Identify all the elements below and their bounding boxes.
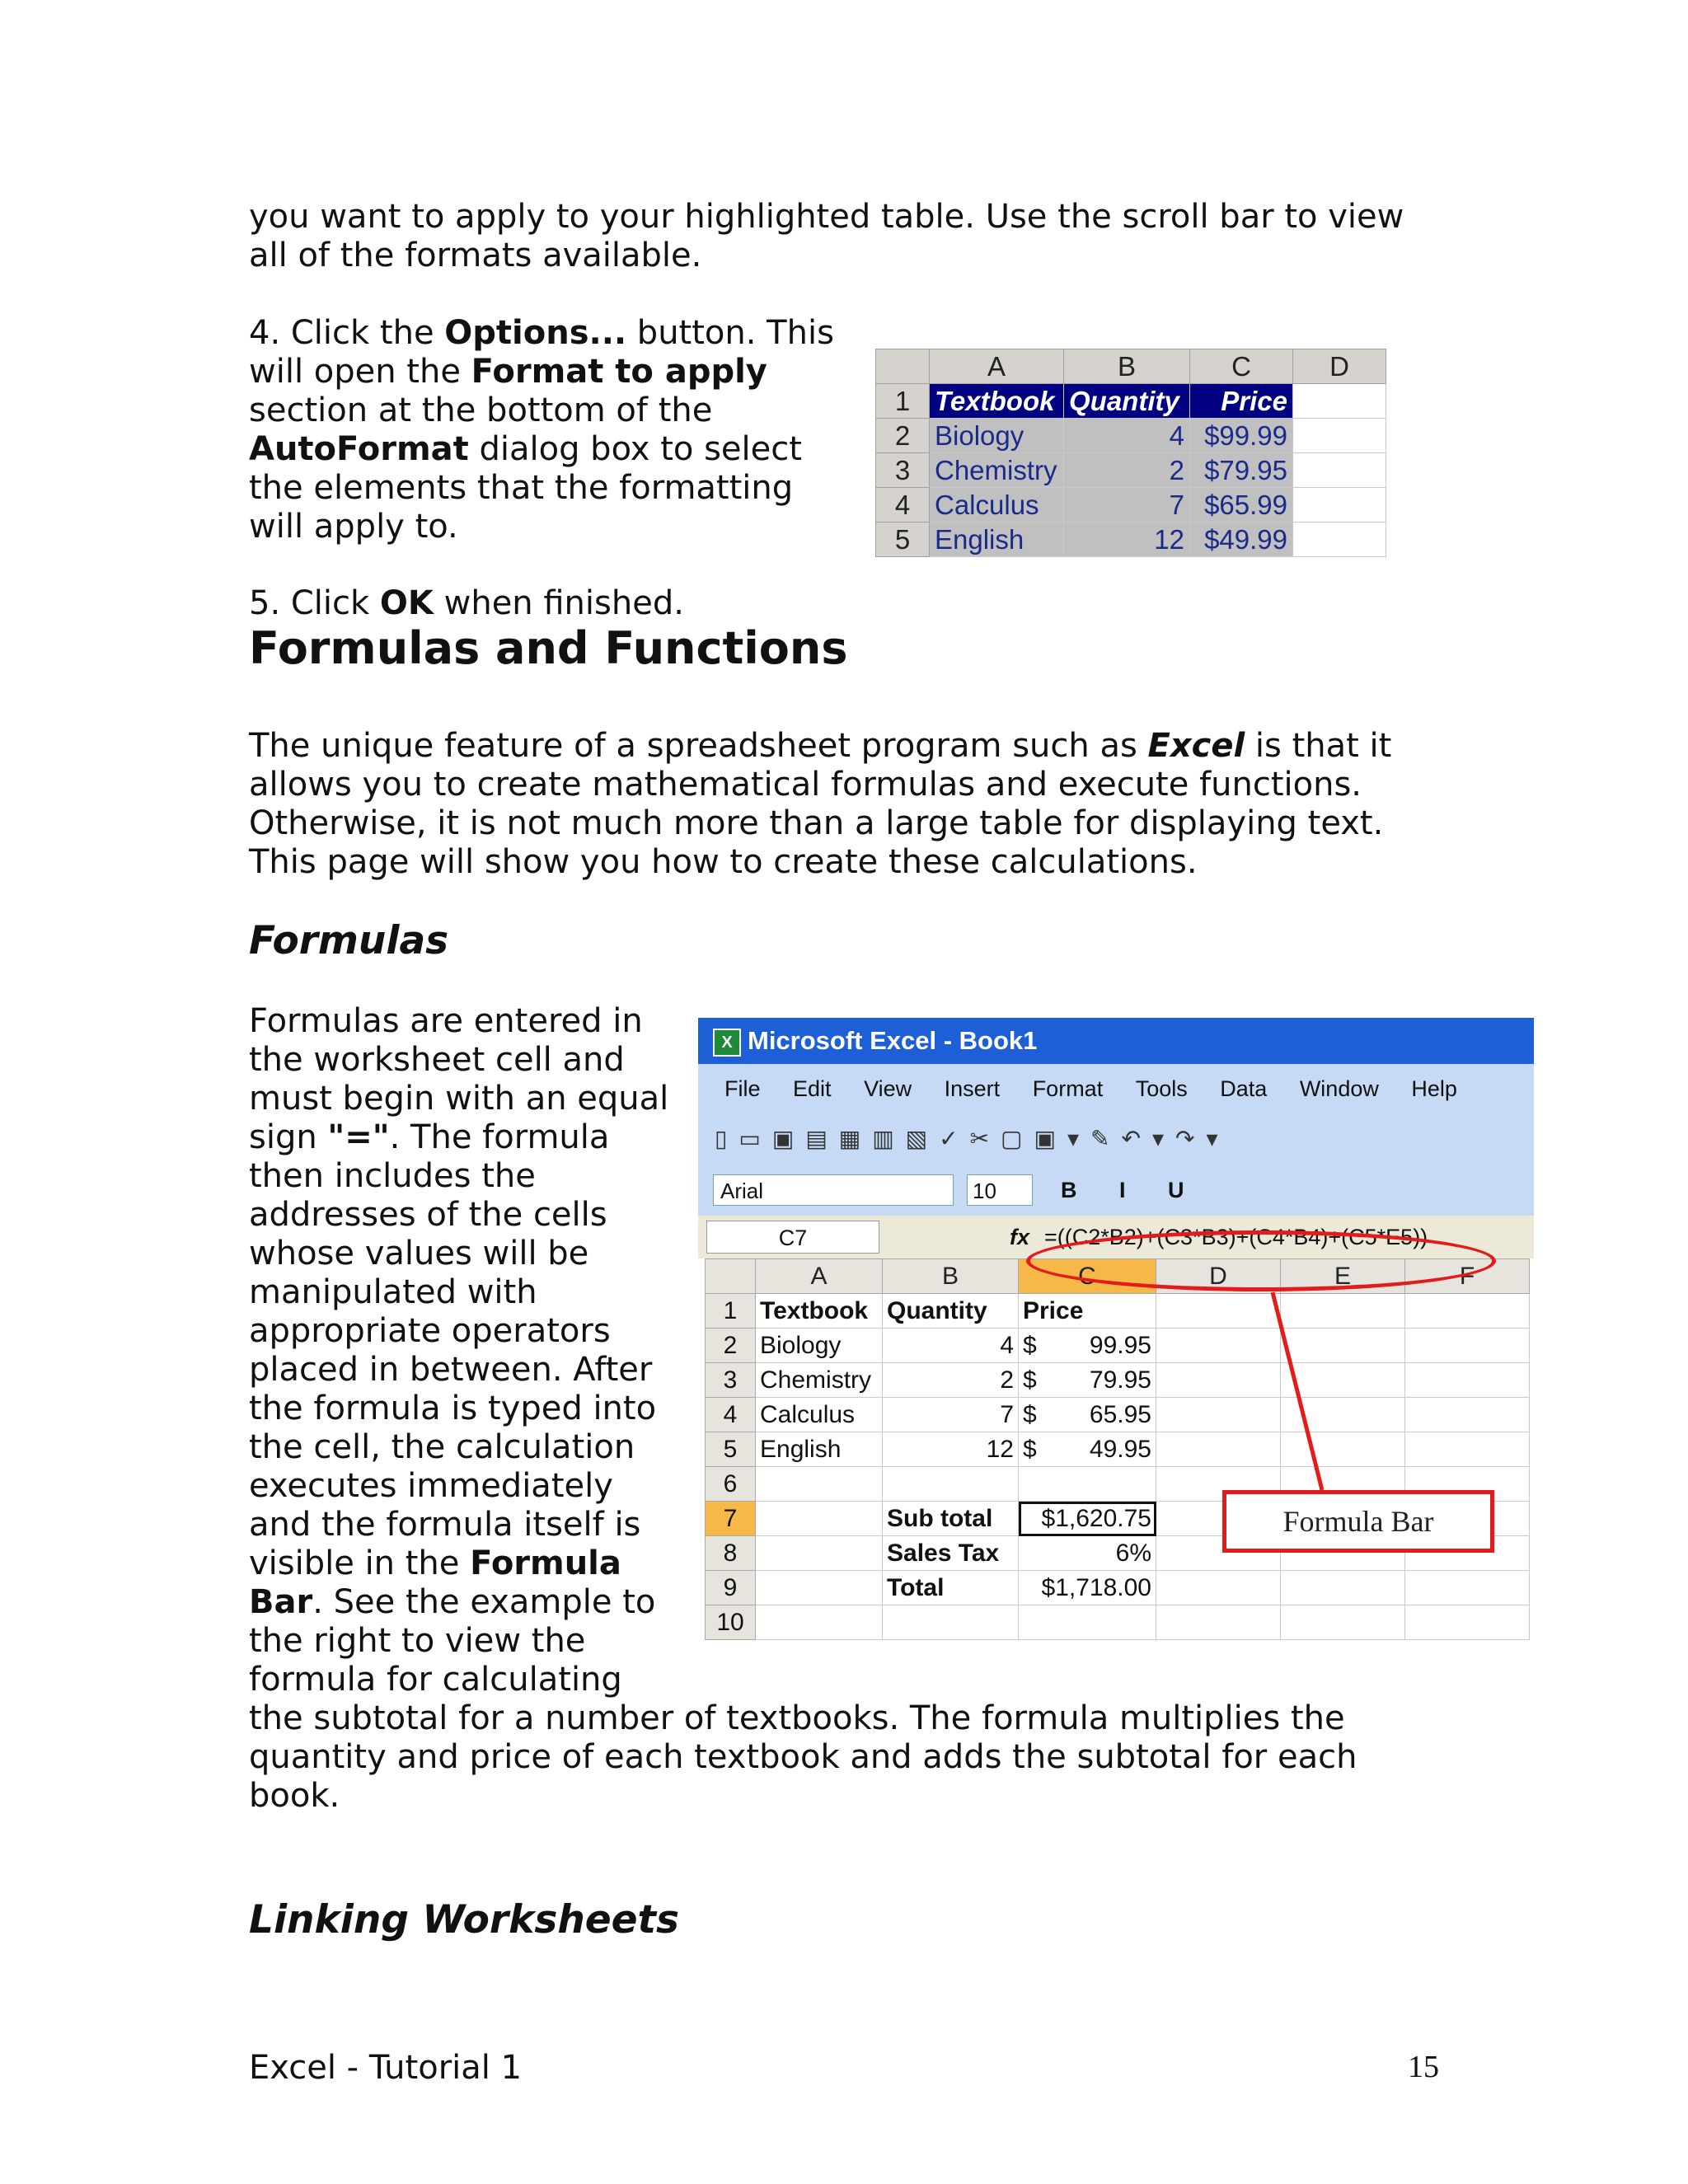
- table-row: 2 Biology 4 $99.99: [876, 419, 1386, 453]
- font-size-box: 10: [967, 1174, 1033, 1206]
- formula-text: =((C2*B2)+(C3*B3)+(C4*B4)+(C5*E5)): [1044, 1225, 1428, 1249]
- formulas-paragraph: Formulas are entered in the worksheet cell and must begin with an equal sign "=". The formula then includes the addresses of the cells whose values will be manipulated with appropriate operators placed in between. After the formula is typed into the cell, the calculation executes immediately and the formula itself is visible in the Formula Bar. See the example to the right to view the formula for calculating the subtotal for a number of textbooks. The formula multiplies the quantity and price of each textbook and adds the subtotal for each book.: [249, 1002, 1357, 1815]
- table-row: 1 Textbook Quantity Price: [876, 384, 1386, 419]
- table-row: 2 Biology 4 $ 99.95: [706, 1329, 1530, 1363]
- menu-window: Window: [1299, 1076, 1379, 1101]
- table-row: 6: [706, 1467, 1530, 1502]
- menu-data: Data: [1220, 1076, 1268, 1101]
- table-row: 1 Textbook Quantity Price: [706, 1294, 1530, 1329]
- table-row: 3 Chemistry 2 $79.95: [876, 453, 1386, 488]
- intro-text: you want to apply to your highlighted table. Use the scroll bar to view all of the formats available.: [249, 198, 1404, 274]
- section-title: Formulas and Functions: [249, 622, 848, 674]
- menu-edit: Edit: [793, 1076, 832, 1101]
- table-row: 10: [706, 1605, 1530, 1640]
- menu-view: View: [864, 1076, 912, 1101]
- menu-file: File: [724, 1076, 761, 1101]
- table-row: 4 Calculus 7 $ 65.95: [706, 1398, 1530, 1432]
- formulas-heading: Formulas: [249, 918, 449, 963]
- active-cell: $1,620.75: [1019, 1502, 1156, 1536]
- format-buttons: B I U: [1061, 1178, 1203, 1202]
- font-name-box: Arial: [713, 1174, 954, 1206]
- table-row: 8 Sales Tax 6%: [706, 1536, 1530, 1571]
- fx-icon: fx: [1010, 1225, 1030, 1249]
- menu-tools: Tools: [1135, 1076, 1188, 1101]
- standard-toolbar-icons: ▯▭▣▤▦▥▧✓✂▢▣▾✎↶▾↷▾: [698, 1113, 1534, 1165]
- step-5-text: 5. Click OK when finished.: [249, 584, 684, 622]
- linking-worksheets-heading: Linking Worksheets: [249, 1897, 679, 1943]
- excel-icon: X: [713, 1029, 741, 1057]
- footer-title: Excel - Tutorial 1: [249, 2049, 523, 2087]
- intro-paragraph: The unique feature of a spreadsheet program such as Excel is that it allows you to create mathematical formulas and execute functions. Otherwise, it is not much more than a large table for displaying text. This page will show you how to create these calculations.: [249, 727, 1392, 881]
- title-bar: X Microsoft Excel - Book1: [698, 1018, 1534, 1064]
- menu-help: Help: [1411, 1076, 1457, 1101]
- table-row: 4 Calculus 7 $65.99: [876, 488, 1386, 523]
- table-row: 5 English 12 $49.99: [876, 523, 1386, 557]
- menu-format: Format: [1032, 1076, 1104, 1101]
- column-header-row: A B C D: [876, 349, 1386, 384]
- table-row: 3 Chemistry 2 $ 79.95: [706, 1363, 1530, 1398]
- table-row: 5 English 12 $ 49.95: [706, 1432, 1530, 1467]
- table-row: 9 Total $1,718.00: [706, 1571, 1530, 1605]
- page-number: 15: [1408, 2050, 1439, 2084]
- formula-bar-callout: Formula Bar: [1222, 1490, 1494, 1553]
- menu-insert: Insert: [944, 1076, 1001, 1101]
- table-row: 7 Sub total $1,620.75: [706, 1502, 1530, 1536]
- name-box: C7: [706, 1221, 879, 1254]
- column-header-row: A B C D E F: [706, 1259, 1530, 1294]
- step-4-text: 4. Click the Options... button. This will open the Format to apply section at the bottom of the AutoFormat dialog box to select the elements that the formatting will apply to.: [249, 314, 834, 546]
